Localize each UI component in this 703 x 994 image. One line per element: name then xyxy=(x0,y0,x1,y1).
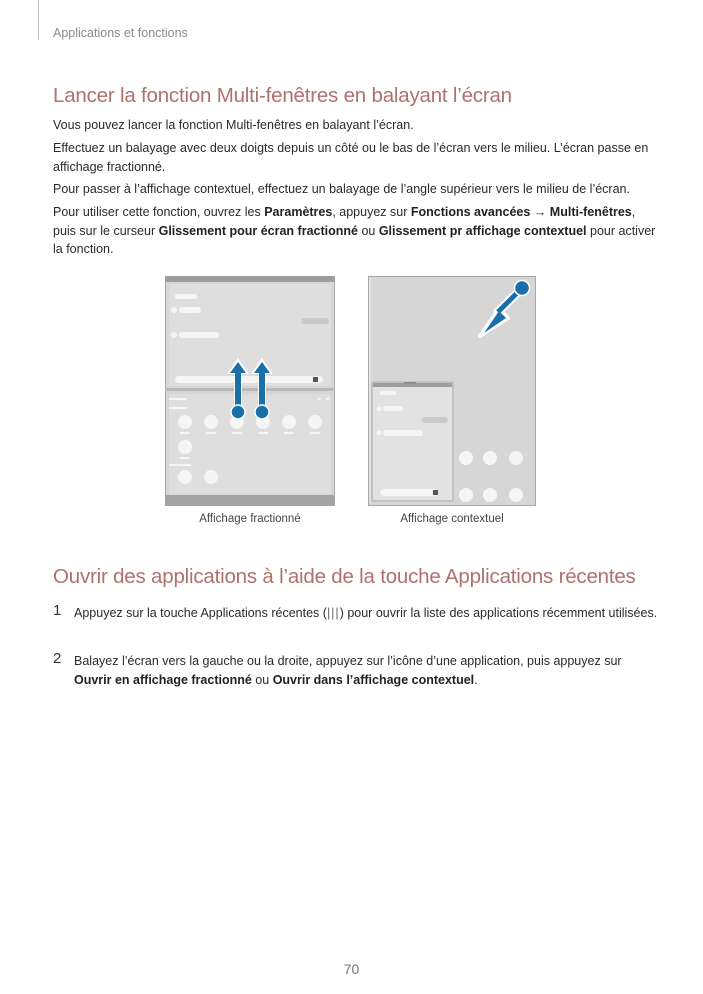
caption-split-view: Affichage fractionné xyxy=(199,513,301,525)
text-run: ou xyxy=(251,672,273,687)
popup-view-illustration xyxy=(368,276,536,506)
text-run: Pour utiliser cette fonction, ouvrez les xyxy=(53,205,265,219)
text-run: pour activer la fonction. xyxy=(53,223,656,256)
paragraph-split-swipe: Effectuez un balayage avec deux doigts depuis un côté ou le bas de l’écran vers le milieu. L’écran passe en affichage fractionné. xyxy=(53,141,649,174)
text-run: Appuyez sur la touche Applications récentes ( xyxy=(74,606,327,620)
split-view-illustration xyxy=(165,276,335,506)
text-run: Balayez l’écran vers la gauche ou la droite, appuyez sur l’icône d’une application, puis appuyez sur xyxy=(74,654,622,668)
caption-popup-view: Affichage contextuel xyxy=(400,513,504,525)
text-run: ) pour ouvrir la liste des applications récemment utilisées. xyxy=(339,606,658,620)
text-run: , appuyez sur xyxy=(332,205,411,219)
text-run: ou xyxy=(357,223,379,238)
advanced-features-link: Fonctions avancées xyxy=(410,205,531,219)
paragraph-intro: Vous pouvez lancer la fonction Multi-fenêtres en balayant l’écran. xyxy=(53,118,414,132)
settings-link: Paramètres xyxy=(264,205,333,219)
section-title-swipe: Lancer la fonction Multi-fenêtres en balayant l’écran xyxy=(53,84,512,107)
paragraph-popup-swipe: Pour passer à l’affichage contextuel, effectuez un balayage de l’angle supérieur vers le milieu de l’écran. xyxy=(53,182,630,196)
text-run: . xyxy=(474,672,478,687)
paragraph-settings-path xyxy=(53,203,658,259)
arrow-separator: → xyxy=(530,205,550,219)
step-2-text xyxy=(74,652,658,689)
swipe-split-option: Glissement pour écran fractionné xyxy=(158,223,358,238)
swipe-popup-option: Glissement pr affichage contextuel xyxy=(378,223,587,238)
page-number: 70 xyxy=(343,961,360,977)
open-split-view-option: Ouvrir en affichage fractionné xyxy=(74,672,252,687)
recents-icon: ||| xyxy=(326,606,340,620)
multi-window-link: Multi-fenêtres xyxy=(549,205,632,219)
step-number-1: 1 xyxy=(53,602,62,619)
section-title-recents: Ouvrir des applications à l’aide de la touche Applications récentes xyxy=(53,565,636,588)
text-run: , puis sur le curseur xyxy=(53,205,636,238)
open-popup-view-option: Ouvrir dans l’affichage contextuel xyxy=(272,672,475,687)
running-header: Applications et fonctions xyxy=(53,26,188,40)
step-number-2: 2 xyxy=(53,650,62,667)
header-rule xyxy=(38,0,39,40)
step-1-text xyxy=(74,604,658,623)
